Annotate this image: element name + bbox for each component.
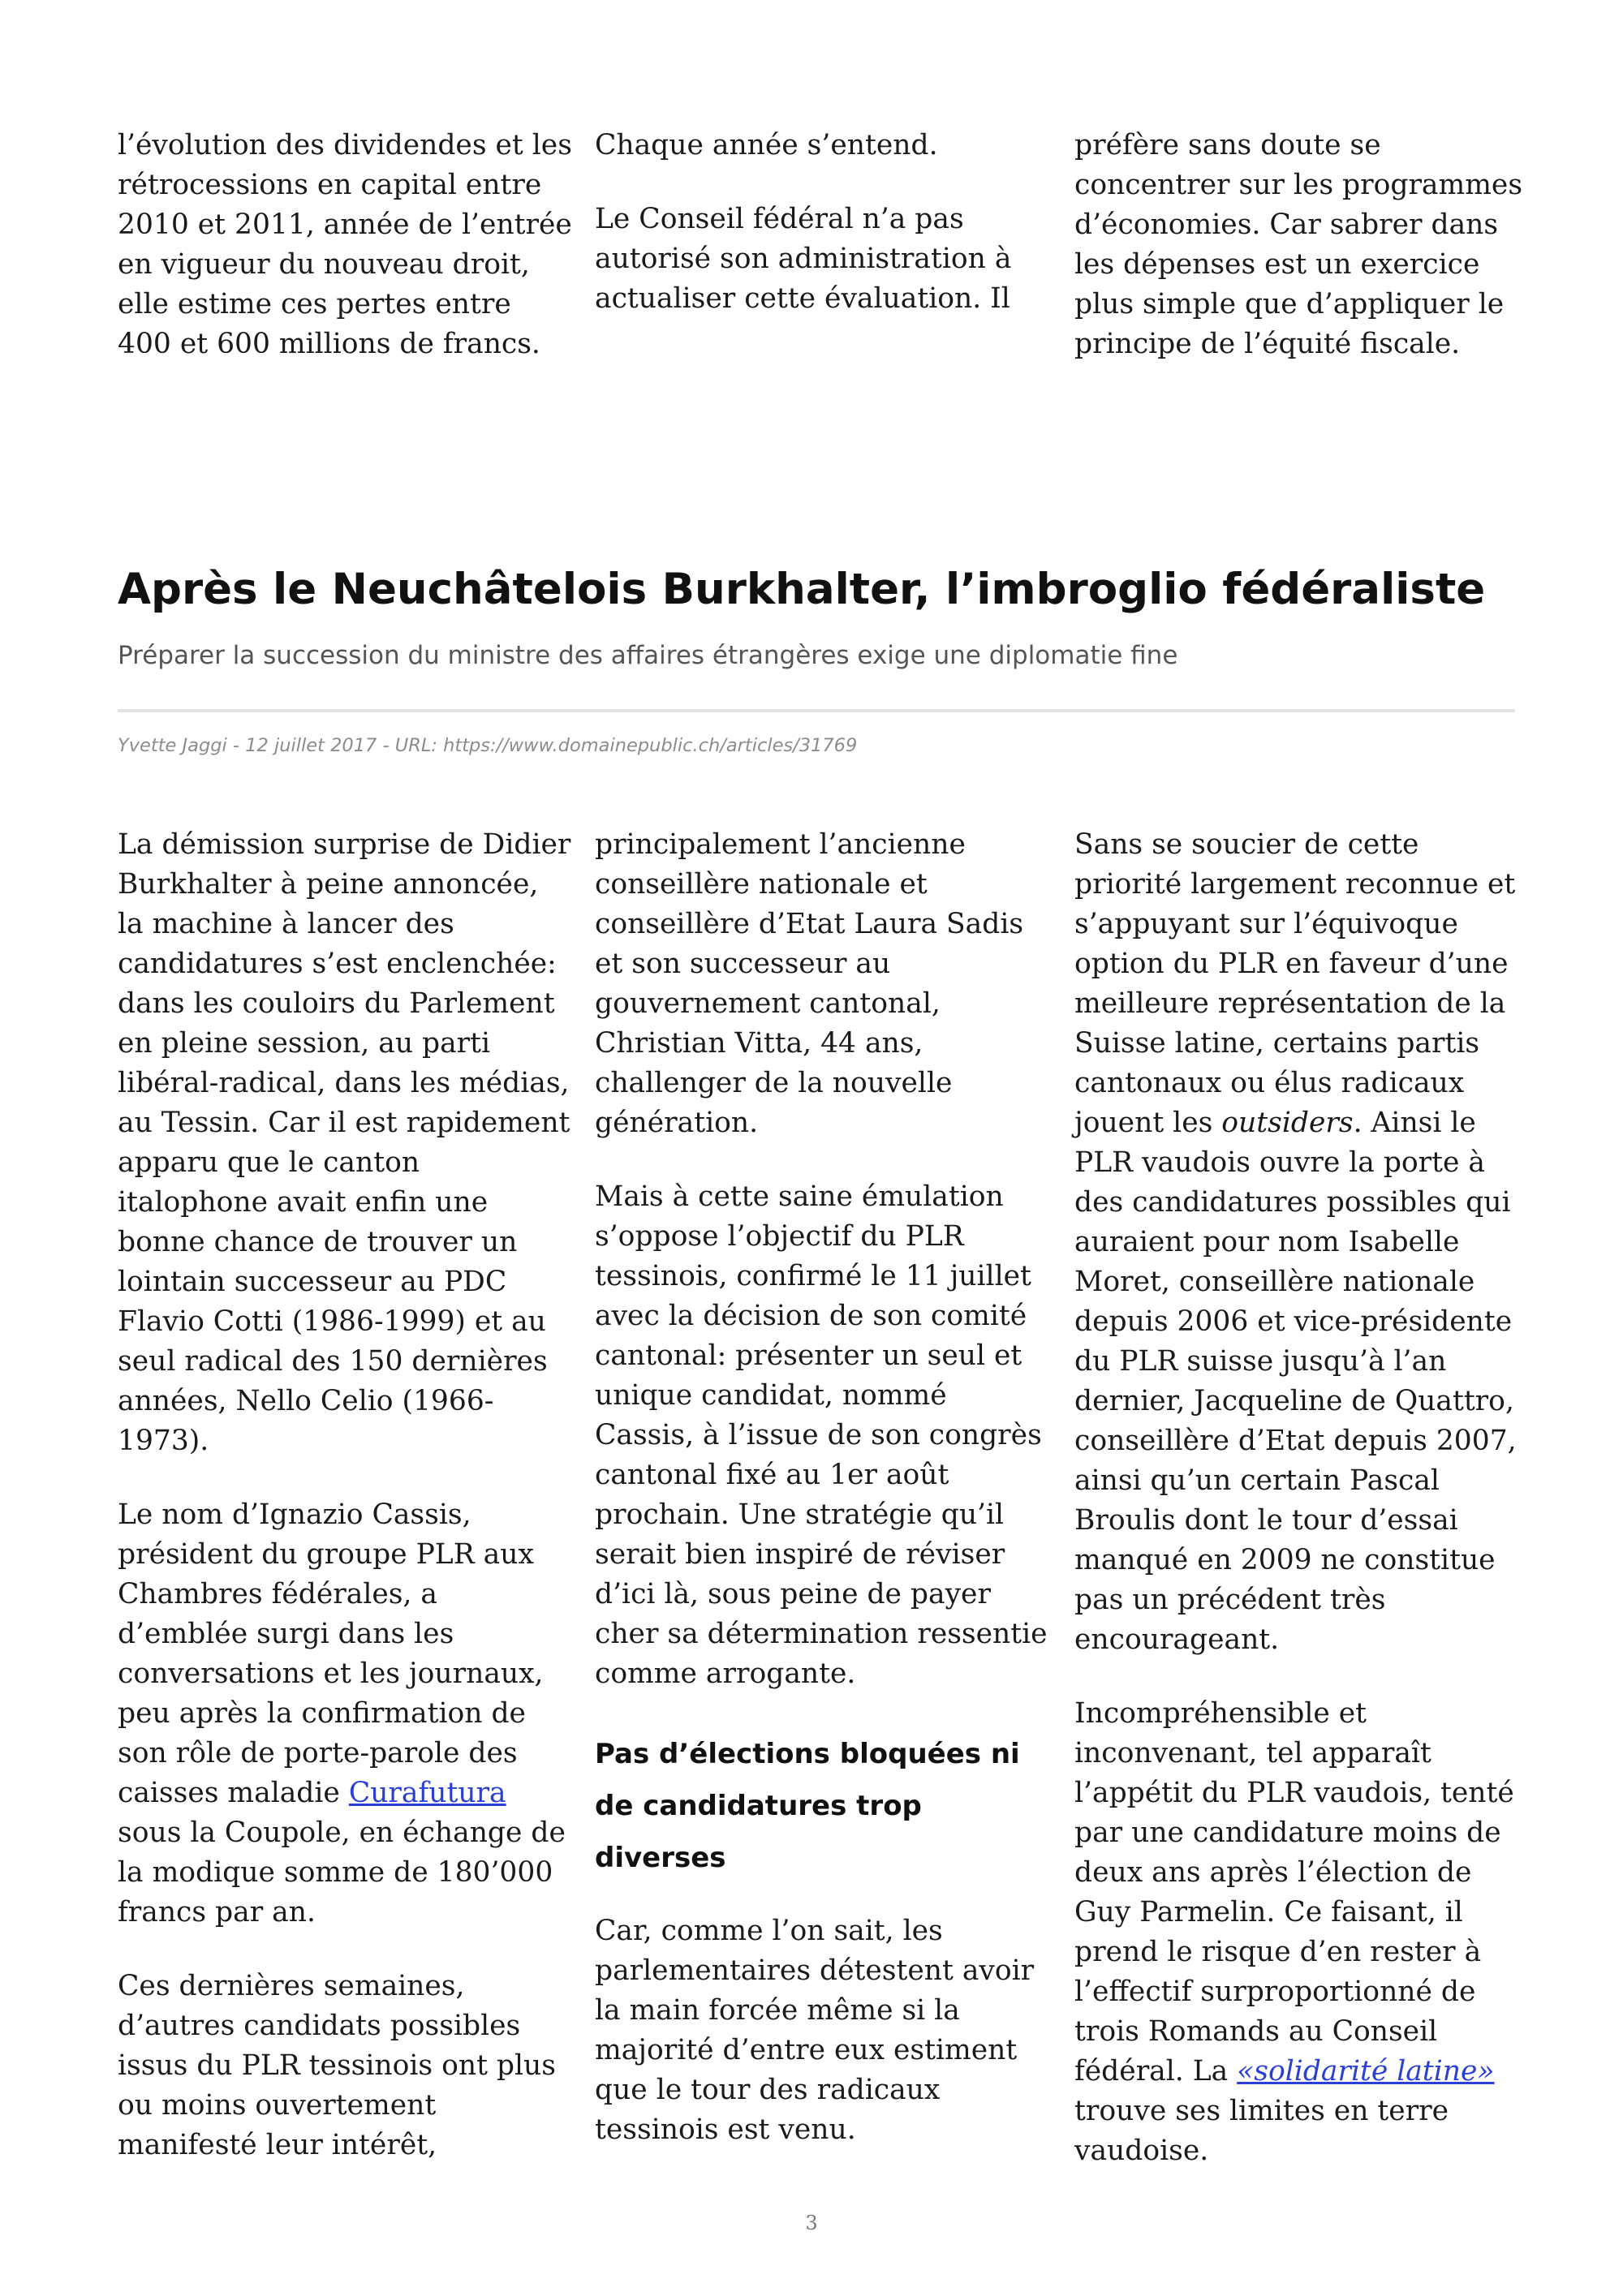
paragraph: Chaque année s’entend. bbox=[595, 129, 938, 161]
top-column-2 bbox=[595, 126, 1049, 319]
paragraph-text: . Ainsi le PLR vaudois ouvre la porte à des candidatures possibles qui auraient pour nom Isabelle Moret, conseillère nationale depuis 2006 et vice-présidente du PLR suisse jusqu’à l’an dernier, Jacqueline de Quattro, conseillère d’Etat depuis 2007, ainsi qu’un certain Pascal Broulis dont le tour d’essai manqué en 2009 ne constitue pas un précédent très encourageant. bbox=[1074, 1107, 1517, 1656]
article-subtitle: Préparer la succession du ministre des affaires étrangères exige une diplomatie fine bbox=[118, 641, 1178, 670]
paragraph: Car, comme l’on sait, les parlementaires détestent avoir la main forcée même si la majorité d’entre eux estiment que le tour des radicaux tessinois est venu. bbox=[595, 1915, 1035, 2146]
page-number: 3 bbox=[805, 2212, 818, 2234]
paragraph bbox=[1074, 825, 1529, 1660]
paragraph: Mais à cette saine émulation s’oppose l’objectif du PLR tessinois, confirmé le 11 juillet avec la décision de son comité cantonal: présenter un seul et unique candidat, nommé Cassis, à l’issue de son congrès cantonal fixé au 1er août prochain. Une stratégie qu’il serait bien inspiré de réviser d’ici là, sous peine de payer cher sa détermination ressentie comme arrogante. bbox=[595, 1180, 1048, 1690]
paragraph: Le Conseil fédéral n’a pas autorisé son administration à actualiser cette évaluation. Il bbox=[595, 203, 1012, 315]
article-meta: Yvette Jaggi - 12 juillet 2017 - URL: https://www.domainepublic.ch/articles/31769 bbox=[118, 735, 858, 756]
solidarite-latine-link[interactable]: «solidarité latine» bbox=[1237, 2055, 1495, 2087]
paragraph: La démission surprise de Didier Burkhalter à peine annoncée, la machine à lancer des candidatures s’est enclenchée: dans les couloirs du Parlement en pleine session, au parti libéral-radical, dans les médias, au Tessin. Car il est rapidement apparu que le canton italophone avait enfin une bonne chance de trouver un lointain successeur au PDC Flavio Cotti (1986-1999) et au seul radical des 150 dernières années, Nello Celio (1966-1973). bbox=[118, 828, 571, 1457]
paragraph-text: Incompréhensible et inconvenant, tel apparaît l’appétit du PLR vaudois, tenté par une candidature moins de deux ans après l’élection de Guy Parmelin. Ce faisant, il prend le risque d’en rester à l’effectif surproportionné de trois Romands au Conseil fédéral. La bbox=[1074, 1697, 1514, 2087]
paragraph-text: Sans se soucier de cette priorité largement reconnue et s’appuyant sur l’équivoque option du PLR en faveur d’une meilleure représentation de la Suisse latine, certains partis cantonaux ou élus radicaux jouent les bbox=[1074, 828, 1516, 1139]
header-divider bbox=[118, 709, 1515, 712]
top-column-1 bbox=[118, 126, 572, 364]
article-column-2 bbox=[595, 825, 1049, 2150]
article-column-3 bbox=[1074, 825, 1529, 2171]
paragraph-text: sous la Coupole, en échange de la modique somme de 180’000 francs par an. bbox=[118, 1817, 566, 1928]
article-column-1 bbox=[118, 825, 572, 2165]
paragraph: préfère sans doute se concentrer sur les programmes d’économies. Car sabrer dans les dépenses est un exercice plus simple que d’appliquer le principe de l’équité fiscale. bbox=[1074, 129, 1523, 360]
paragraph: l’évolution des dividendes et les rétrocessions en capital entre 2010 et 2011, année de l’entrée en vigueur du nouveau droit, elle estime ces pertes entre 400 et 600 millions de francs. bbox=[118, 129, 572, 360]
paragraph bbox=[1074, 1694, 1529, 2171]
paragraph bbox=[118, 1495, 572, 1933]
section-heading: Pas d’élections bloquées ni de candidatures trop diverses bbox=[595, 1738, 1020, 1874]
curafutura-link[interactable]: Curafutura bbox=[348, 1777, 506, 1809]
emphasis-text: outsiders bbox=[1221, 1107, 1354, 1139]
paragraph-text: Le nom d’Ignazio Cassis, président du groupe PLR aux Chambres fédérales, a d’emblée surgi dans les conversations et les journaux, peu après la confirmation de son rôle de porte-parole des caisses maladie bbox=[118, 1498, 544, 1809]
article-title: Après le Neuchâtelois Burkhalter, l’imbroglio fédéraliste bbox=[118, 565, 1486, 614]
top-column-3 bbox=[1074, 126, 1529, 364]
paragraph: Ces dernières semaines, d’autres candidats possibles issus du PLR tessinois ont plus ou moins ouvertement manifesté leur intérêt, bbox=[118, 1970, 556, 2161]
paragraph: principalement l’ancienne conseillère nationale et conseillère d’Etat Laura Sadis et son successeur au gouvernement cantonal, Christian Vitta, 44 ans, challenger de la nouvelle génération. bbox=[595, 828, 1024, 1139]
paragraph-text: trouve ses limites en terre vaudoise. bbox=[1074, 2095, 1449, 2167]
